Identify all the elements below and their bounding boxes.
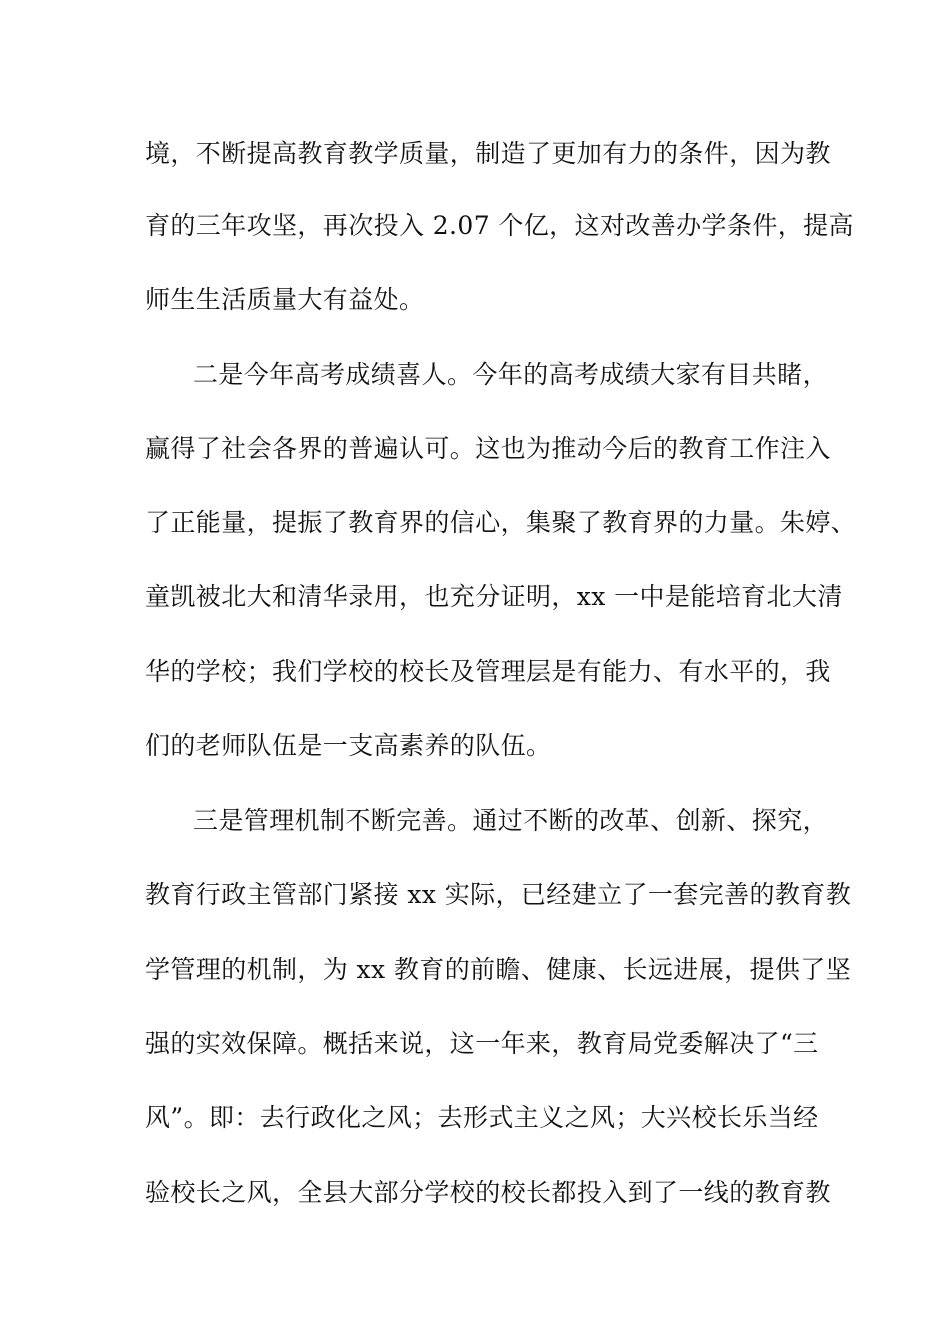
paragraph-first-line: 二是今年高考成绩喜人。今年的高考成绩大家有目共睹，	[193, 360, 829, 389]
text-line: 师生生活质量大有益处。	[145, 285, 425, 314]
text-line: 们的老师队伍是一支高素养的队伍。	[145, 731, 552, 760]
text-line: 童凯被北大和清华录用，也充分证明，xx 一中是能培育北大清	[145, 582, 843, 611]
text-line: 教育行政主管部门紧接 xx 实际，已经建立了一套完善的教育教	[145, 880, 852, 909]
text-line: 育的三年攻坚，再次投入 2.07 个亿，这对改善办学条件，提高	[145, 211, 854, 240]
paragraph-first-line: 三是管理机制不断完善。通过不断的改革、创新、探究，	[193, 806, 829, 835]
text-line: 赢得了社会各界的普遍认可。这也为推动今后的教育工作注入	[145, 434, 831, 463]
text-line: 验校长之风，全县大部分学校的校长都投入到了一线的教育教	[145, 1178, 831, 1207]
text-line: 风”。即：去行政化之风；去形式主义之风；大兴校长乐当经	[145, 1103, 819, 1132]
text-line: 学管理的机制，为 xx 教育的前瞻、健康、长远进展，提供了坚	[145, 955, 852, 984]
text-line: 强的实效保障。概括来说，这一年来，教育局党委解决了“三	[145, 1029, 819, 1058]
text-line: 了正能量，提振了教育界的信心，集聚了教育界的力量。朱婷、	[145, 508, 857, 537]
text-line: 华的学校；我们学校的校长及管理层是有能力、有水平的，我	[145, 657, 831, 686]
text-line: 境，不断提高教育教学质量，制造了更加有力的条件，因为教	[145, 139, 831, 168]
